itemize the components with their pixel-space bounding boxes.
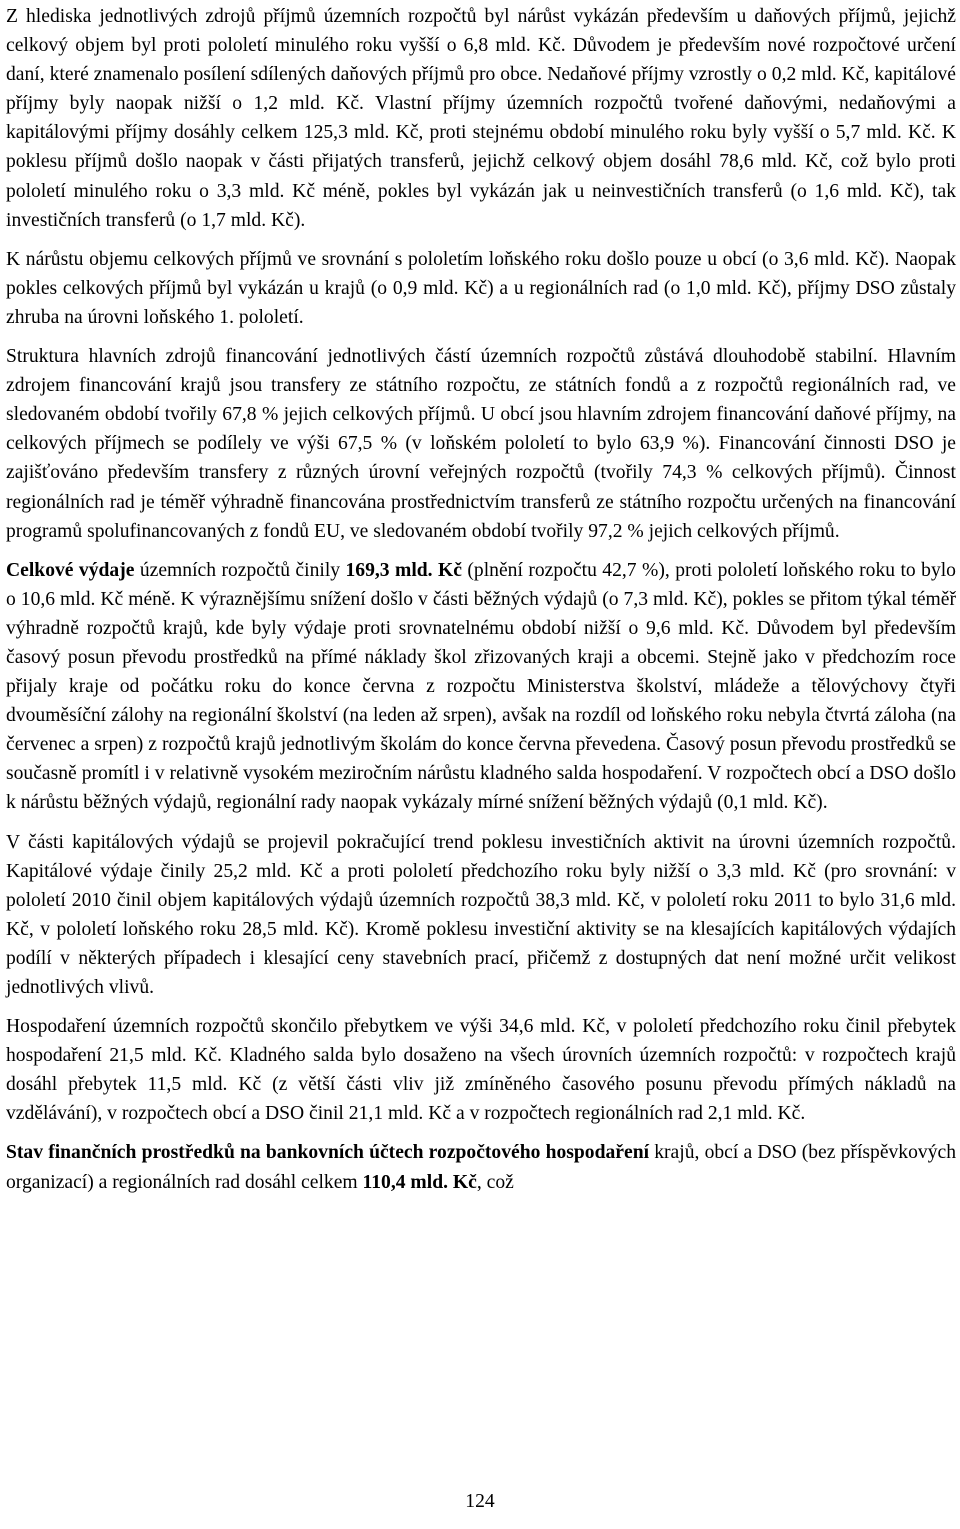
paragraph-total-expenditures xyxy=(6,556,956,818)
text-run: Struktura hlavních zdrojů financování jednotlivých částí územních rozpočtů zůstává dlouhodobě stabilní. Hlavním zdrojem financování krajů jsou transfery ze státního rozpočtu, ze státních fondů a z rozpočtů regionálních rad, ve sledovaném období tvořily 67,8 % jejich celkových příjmů. U obcí jsou hlavním zdrojem financování daňové příjmy, na celkových příjmech se podílely ve výši 67,5 % (v loňském pololetí to bylo 63,9 %). Financování činnosti DSO je zajišťováno především transfery z různých úrovní veřejných rozpočtů (tvořily 74,3 % celkových příjmů). Činnost regionálních rad je téměř výhradně financována prostřednictvím transferů ze státního rozpočtu určených na financování programů spolufinancovaných z fondů EU, ve sledovaném období tvořily 97,2 % jejich celkových příjmů. xyxy=(6,346,956,542)
paragraph-financing-structure xyxy=(6,342,956,546)
paragraph-capital-expenditures xyxy=(6,828,956,1003)
text-run: krajů, obcí a DSO (bez příspěvkových organizací) a regionálních rad dosáhl celkem xyxy=(6,1142,956,1193)
bold-text-run: Stav finančních prostředků na bankovních účtech rozpočtového hospodaření xyxy=(6,1142,650,1164)
paragraph-bank-accounts xyxy=(6,1138,956,1196)
text-run: (plnění rozpočtu 42,7 %), proti pololetí loňského roku to bylo o 10,6 mld. Kč méně. K výraznějšímu snížení došlo v části běžných výdajů (o 7,3 mld. Kč), pokles se přitom týkal téměř výhradně rozpočtů krajů, kde byly výdaje proti srovnatelnému období nižší o 9,6 mld. Kč. Důvodem byl především časový posun převodu prostředků na přímé náklady škol zřizovaných kraji a obcemi. Stejně jako v předchozím roce přijaly kraje od počátku roku do konce června z rozpočtu Ministerstva školství, mládeže a tělovýchovy čtyři dvouměsíční zálohy na regionální školství (na leden až srpen), avšak na rozdíl od loňského roku nebyla čtvrtá záloha (na červenec a srpen) z rozpočtů krajů jednotlivým školám do konce června převedena. Časový posun převodu prostředků se současně promítl i v relativně vysokém meziročním nárůstu kladného salda hospodaření. V rozpočtech obcí a DSO došlo k nárůstu běžných výdajů, regionální rady naopak vykázaly mírné snížení běžných výdajů (0,1 mld. Kč). xyxy=(6,559,956,814)
text-run: K nárůstu objemu celkových příjmů ve srovnání s pololetím loňského roku došlo pouze u obcí (o 3,6 mld. Kč). Naopak pokles celkových příjmů byl vykázán u krajů (o 0,9 mld. Kč) a u regionálních rad (o 1,0 mld. Kč), příjmy DSO zůstaly zhruba na úrovni loňského 1. pololetí. xyxy=(6,248,956,328)
paragraph-budget-balance xyxy=(6,1012,956,1128)
text-run: Z hlediska jednotlivých zdrojů příjmů územních rozpočtů byl nárůst vykázán především u daňových příjmů, jejichž celkový objem byl proti pololetí minulého roku vyšší o 6,8 mld. Kč. Důvodem je především nové rozpočtové určení daní, které znamenalo posílení sdílených daňových příjmů pro obce. Nedaňové příjmy vzrostly o 0,2 mld. Kč, kapitálové příjmy byly naopak nižší o 1,2 mld. Kč. Vlastní příjmy územních rozpočtů tvořené daňovými, nedaňovými a kapitálovými příjmy dosáhly celkem 125,3 mld. Kč, proti stejnému období minulého roku byly vyšší o 5,7 mld. Kč. K poklesu příjmů došlo naopak v části přijatých transferů, jejichž celkový objem dosáhl 78,6 mld. Kč, což bylo proti pololetí minulého roku o 3,3 mld. Kč méně, pokles byl vykázán jak u neinvestičních transferů (o 1,6 mld. Kč), tak investičních transferů (o 1,7 mld. Kč). xyxy=(6,6,956,231)
text-run: V části kapitálových výdajů se projevil pokračující trend poklesu investičních aktivit na úrovni územních rozpočtů. Kapitálové výdaje činily 25,2 mld. Kč a proti pololetí předchozího roku byly nižší o 3,3 mld. Kč (pro srovnání: v pololetí 2010 činil objem kapitálových výdajů územních rozpočtů 38,3 mld. Kč, v pololetí roku 2011 to bylo 31,6 mld. Kč, v pololetí loňského roku 28,5 mld. Kč). Kromě poklesu investiční aktivity se na klesajících kapitálových výdajích podílí v některých případech i klesající ceny stavebních prací, přičemž z dostupných dat není možné určit velikost jednotlivých vlivů. xyxy=(6,831,956,998)
text-run: územních rozpočtů činily xyxy=(134,559,346,581)
bold-text-run: 110,4 mld. Kč xyxy=(362,1171,477,1193)
text-run: , což xyxy=(476,1171,514,1193)
paragraph-income-growth xyxy=(6,245,956,332)
document-body xyxy=(6,2,956,1207)
bold-text-run: 169,3 mld. Kč xyxy=(345,559,462,581)
bold-text-run: Celkové výdaje xyxy=(6,559,135,581)
page-number: 124 xyxy=(465,1491,495,1512)
text-run: Hospodaření územních rozpočtů skončilo přebytkem ve výši 34,6 mld. Kč, v pololetí předchozího roku činil přebytek hospodaření 21,5 mld. Kč. Kladného salda bylo dosaženo na všech úrovních územních rozpočtů: v rozpočtech krajů dosáhl přebytek 11,5 mld. Kč (z větší části vliv již zmíněného časového posunu převodu přímých nákladů na vzdělávání), v rozpočtech obcí a DSO činil 21,1 mld. Kč a v rozpočtech regionálních rad 2,1 mld. Kč. xyxy=(6,1016,956,1125)
paragraph-income-sources xyxy=(6,2,956,235)
